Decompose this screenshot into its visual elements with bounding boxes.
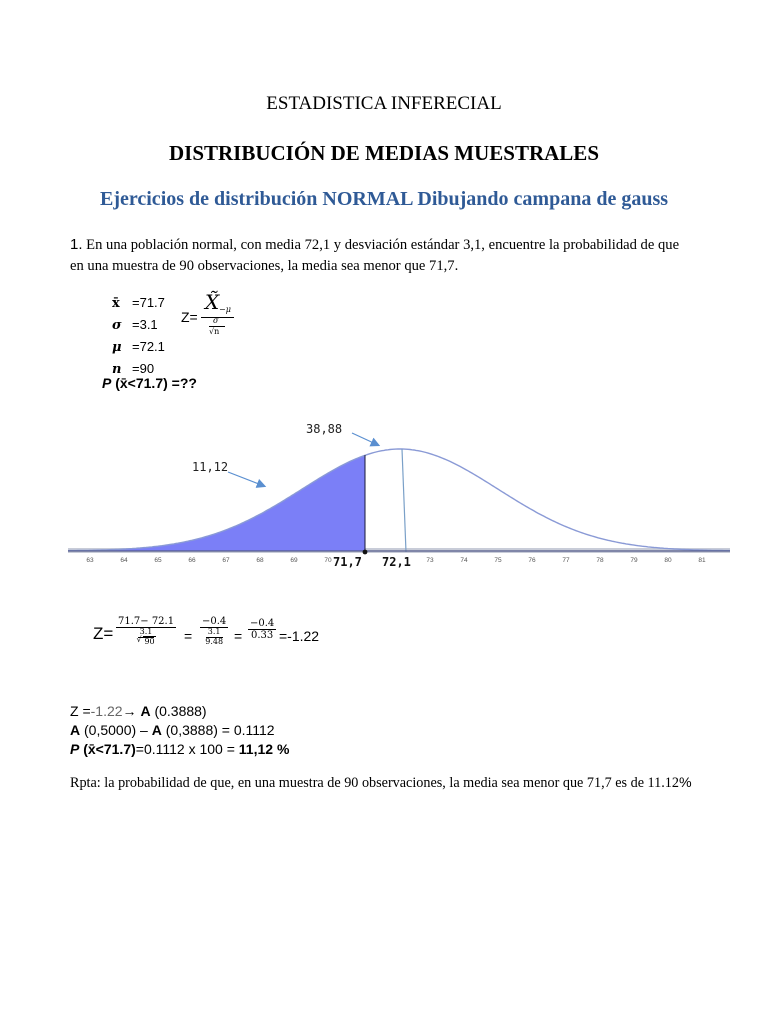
z-formula-sigma: σ: [213, 316, 219, 325]
x-tick-label: 64: [120, 557, 128, 564]
calc-eq-1: =: [184, 628, 193, 644]
normal-distribution-chart: [60, 415, 740, 575]
label-left-area: 11,12: [192, 460, 229, 474]
calc-fraction-2-root: 9.48: [205, 636, 224, 646]
x-tick-label: 73: [426, 557, 434, 564]
x-tick-label: 69: [290, 557, 298, 564]
x-tick-label: 75: [494, 557, 502, 564]
calc-z: Z=: [93, 624, 114, 643]
label-right-area: 38,88: [306, 422, 343, 436]
document-title: DISTRIBUCIÓN DE MEDIAS MUESTRALES: [168, 141, 599, 165]
calc-fraction-2: [200, 616, 228, 647]
z-formula-root-n: √n: [209, 327, 220, 336]
calc-fraction-2-sigma: 3.1: [207, 627, 221, 636]
calc-fraction-1-sigma: 3.1: [139, 627, 153, 636]
x-tick-label: 79: [630, 557, 638, 564]
arrow-right-area: [352, 433, 378, 445]
calc-result: =-1.22: [279, 628, 320, 644]
x-tick-label: 63: [86, 557, 94, 564]
calc-fraction-3: [248, 618, 276, 641]
problem-text-line2: en una muestra de 90 observaciones, la media sea menor que 71,7.: [70, 258, 459, 274]
arrow-left-area: [228, 472, 264, 486]
x-tick-label: 66: [188, 557, 196, 564]
calc-fraction-1: 71.7− 72.1 3.1 √ 90: [118, 616, 175, 646]
document-subject: ESTADISTICA INFERECIAL: [266, 93, 502, 114]
x-tick-label: 68: [256, 557, 264, 564]
step-area-difference: A (0,5000) – A (0,3888) = 0.1112: [70, 722, 275, 738]
problem-number: 1.: [70, 236, 83, 253]
calc-fraction-2-num: −0.4: [202, 616, 227, 627]
problem-statement: [70, 234, 750, 277]
x-tick-label: 80: [664, 557, 672, 564]
x-tick-label: 65: [154, 557, 162, 564]
calc-fraction-3-den: 0.33: [251, 630, 274, 641]
x-tick-label: 77: [562, 557, 570, 564]
label-xbar: 71,7: [333, 555, 362, 569]
problem-text-line1: En una población normal, con media 72,1 y desviación estándar 3,1, encuentre la probabilidad de que: [86, 237, 680, 253]
label-mu: 72,1: [382, 555, 411, 569]
x-tick-label: 67: [222, 557, 230, 564]
gauss-curve: [68, 449, 730, 551]
calc-fraction-3-num: −0.4: [250, 618, 275, 629]
calc-fraction-1-n: 90: [144, 636, 155, 646]
given-xbar: x̄ =71.7: [112, 295, 165, 311]
z-formula-xtilde: X̃: [205, 290, 220, 314]
x-tick-label: 74: [460, 557, 468, 564]
step-probability-result: P (x̄<71.7)=0.1112 x 100 = 11,12 %: [70, 741, 290, 757]
x-tick-label: 78: [596, 557, 604, 564]
mean-line: [402, 449, 406, 552]
x-tick-label: 81: [698, 557, 706, 564]
given-mu: μ =72.1: [112, 339, 165, 355]
given-sigma: σ =3.1: [112, 317, 158, 333]
z-formula-minus-mu: −μ: [219, 305, 231, 314]
probability-question: P (x̄<71.7) =??: [102, 375, 197, 391]
calc-fraction-1-num: 71.7− 72.1: [118, 616, 175, 627]
document-subtitle: Ejercicios de distribución NORMAL Dibujando campana de gauss: [99, 188, 669, 210]
answer-text: Rpta: la probabilidad de que, en una muestra de 90 observaciones, la media sea menor que 71,7 es de 11.12%: [70, 775, 692, 791]
x-tick-label: 70: [324, 557, 332, 564]
step-z-lookup: Z =-1.22→ A (0.3888): [70, 703, 207, 719]
xbar-marker: [363, 550, 368, 555]
calc-eq-2: =: [234, 628, 243, 644]
x-tick-label: 76: [528, 557, 536, 564]
given-n: n =90: [112, 361, 155, 377]
solution-steps: [70, 702, 289, 759]
z-formula-z: Z=: [181, 309, 198, 325]
